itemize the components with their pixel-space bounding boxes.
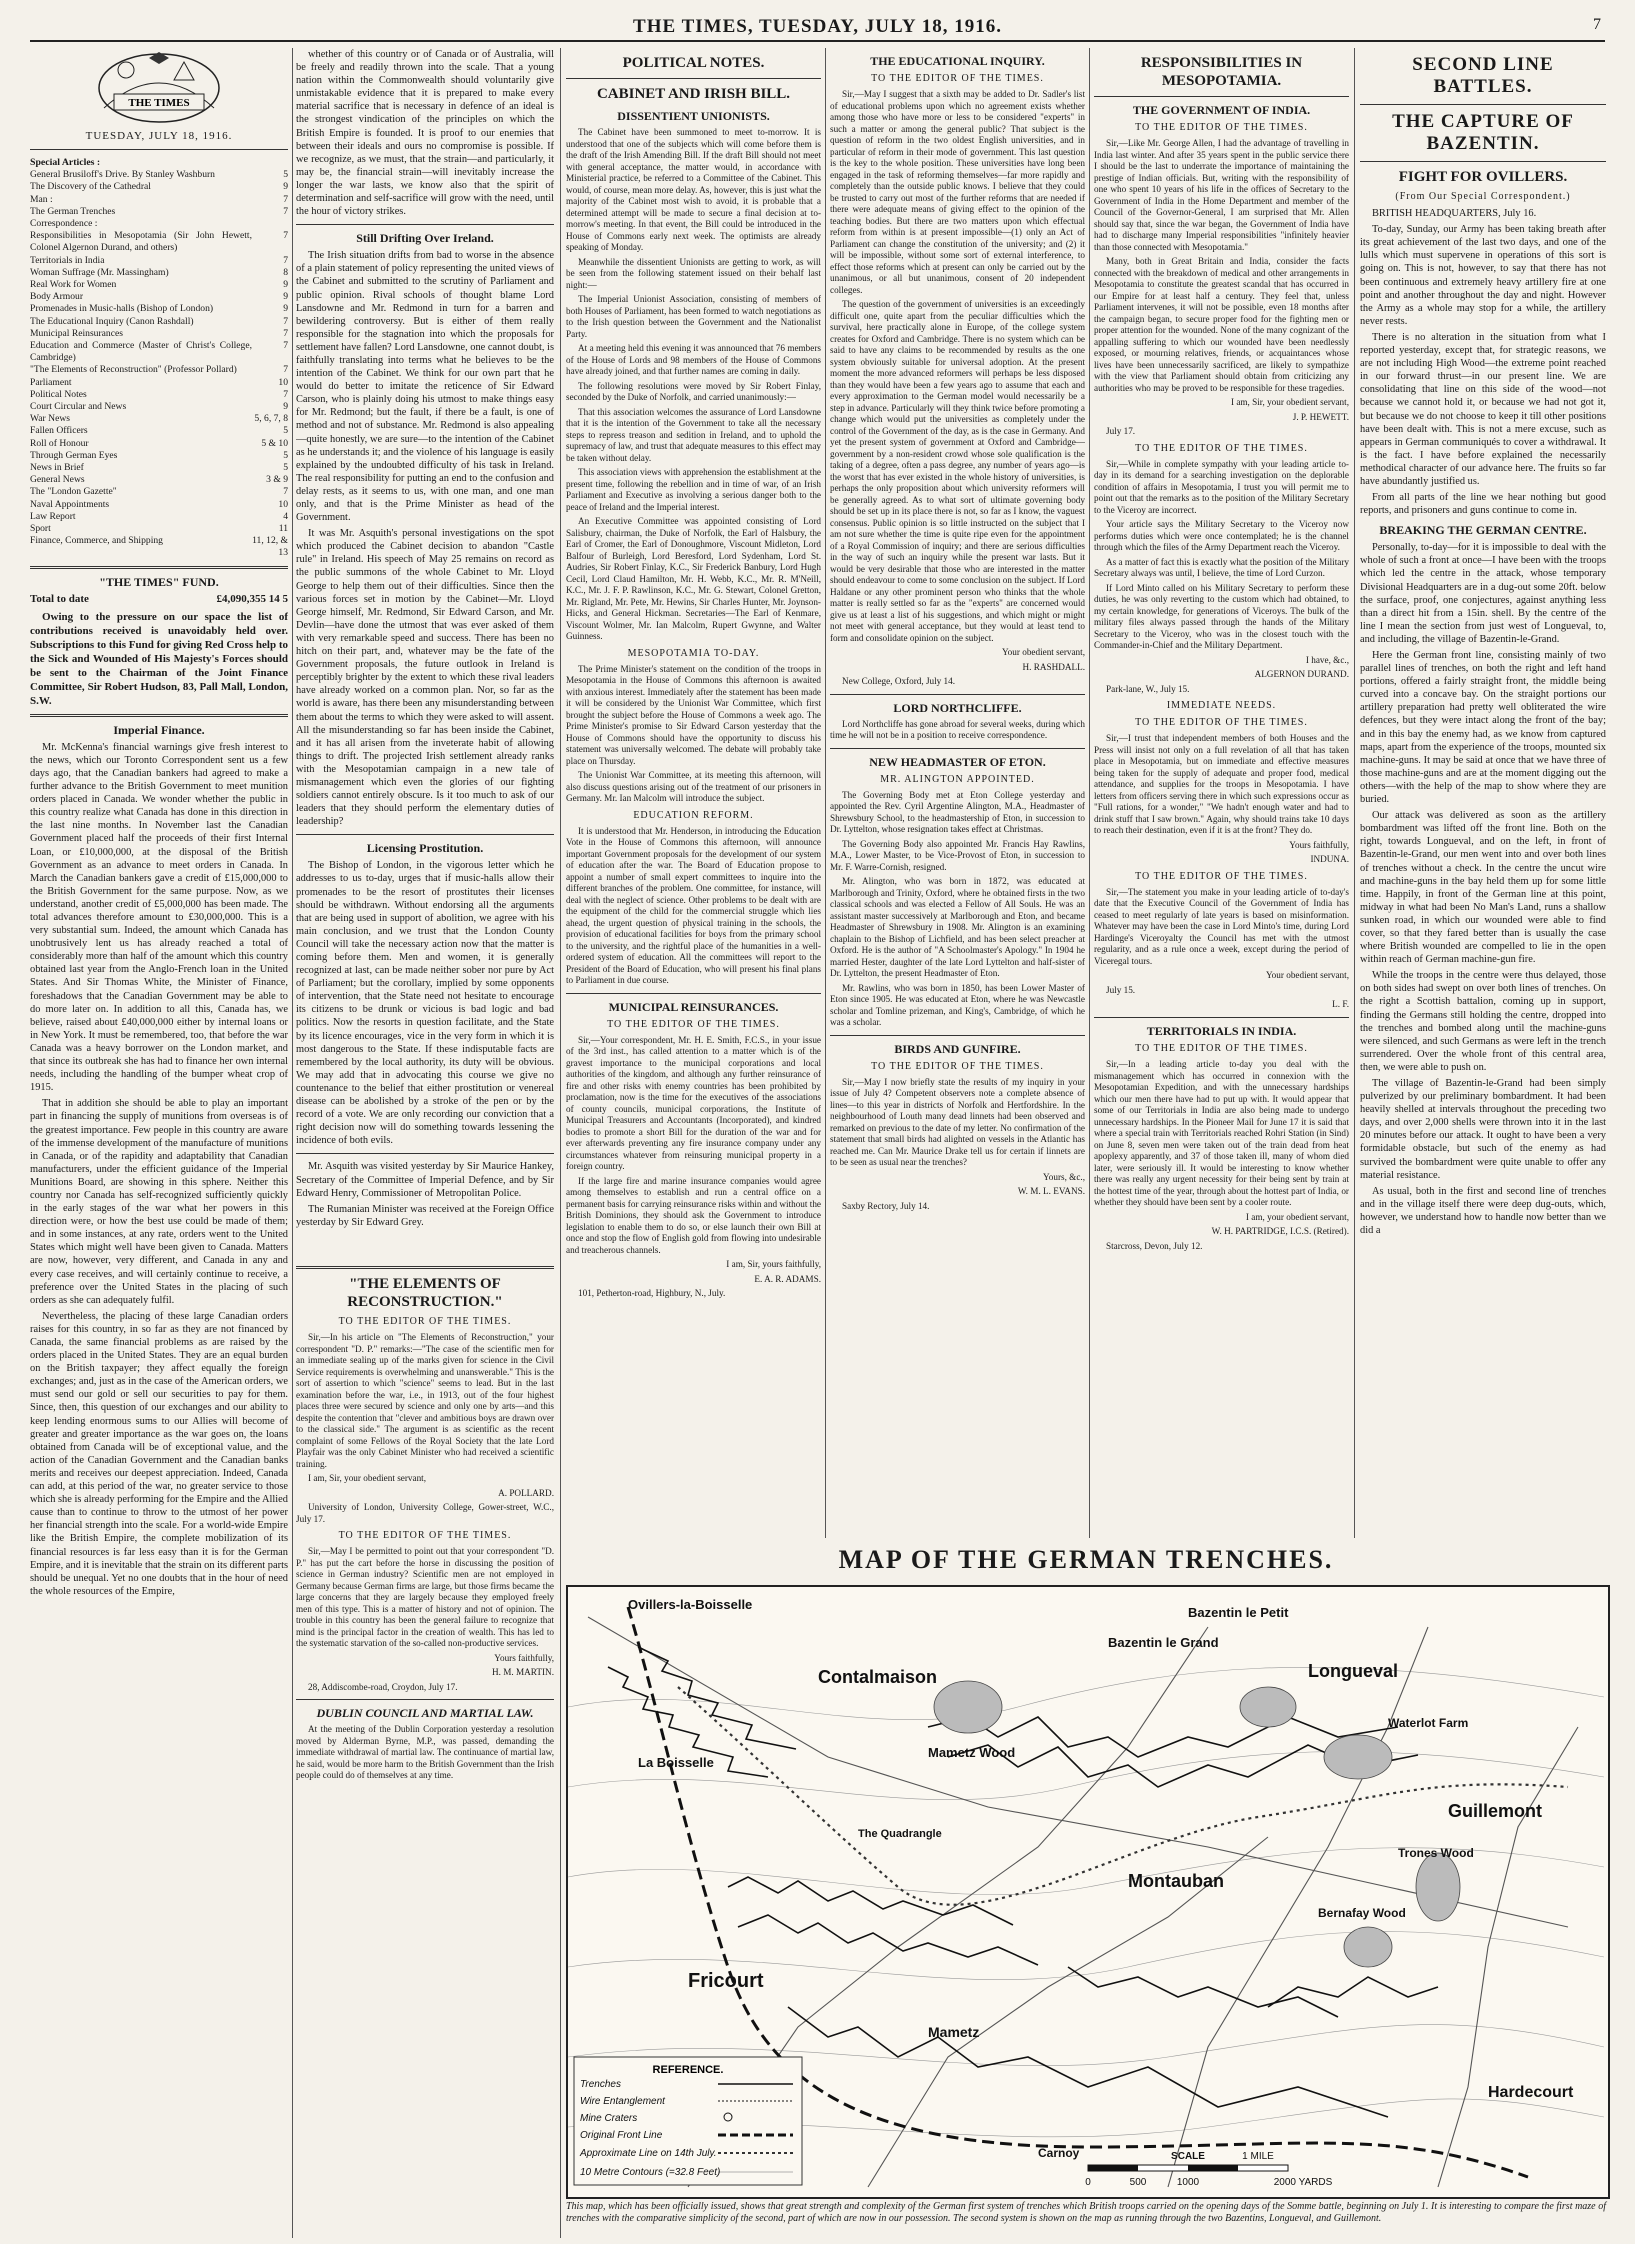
article-paragraph: The Prime Minister's statement on the condition of the troops in Mesopotamia in the House of Commons this afternoon is awaited with anxious interest. Immediately after the statement has been made it will be considered by the Unionist War Committee, which first brought the subject before the House of Commons a week ago. The Prime Minister's promise to Sir Edward Carson yesterday that the House of Commons should have the opportunity to discuss his statement was universally welcomed. The debate will probably take place on Thursday. [566,663,821,766]
index-row [30,486,288,498]
note-paragraph: Mr. Asquith was visited yesterday by Sir Maurice Hankey, Secretary of the Committee of Imperial Defence, and by Sir Edward Henry, Commissioner of Metropolitan Police. [296,1161,554,1199]
index-title: Territorials in India [30,254,105,266]
letter-date: July 17. [1106,426,1136,437]
letter-address: Starcross, Devon, July 12. [1106,1240,1203,1251]
place-label: Trones Wood [1398,1846,1474,1860]
letter-paragraph: Sir,—Your correspondent, Mr. H. E. Smith, F.C.S., in your issue of the 3rd inst., has called attention to a matter which is of the gravest importance to the municipal corporations and local authorities of the kingdom, and although any further reinsurance of fire and other risks with enemy countries has been prohibited by proclamation, now is the time for the executives of the associations of county councils, municipal corporations, the Institute of Municipal Treasurers and Accountants (Incorporated), and kindred bodies to promote a short Bill for the duration of the war and for ever afterwards preventing any fire insurance company under any circumstances whatever from reinsuring municipal property in a foreign country. [566,1034,821,1172]
place-label: Fricourt [688,1970,764,1992]
index-row [30,377,288,389]
to-editor: TO THE EDITOR OF THE TIMES. [871,1060,1044,1072]
index-title: Municipal Reinsurances [30,327,123,339]
letter-address: 28, Addiscombe-road, Croydon, July 17. [308,1681,458,1692]
index-page: 7 [283,193,288,205]
column-rule [560,48,561,2238]
index-row [30,169,288,181]
letter-signoff: Your obedient servant, [1001,647,1085,658]
article-paragraph: From all parts of the line we hear nothing but good reports, and prisoners and guns continue to come in. [1360,492,1606,517]
index-page: 5 [283,169,288,181]
scale-tick: 1000 [1176,2177,1200,2188]
index-title: General Brusiloff's Drive. By Stanley Washburn [30,169,215,181]
legend-item: 10 Metre Contours (=32.8 Feet) [580,2167,721,2178]
cabinet-heading: CABINET AND IRISH BILL. [596,86,791,102]
letter-signoff: Yours faithfully, [1289,839,1349,850]
to-editor: TO THE EDITOR OF THE TIMES. [338,1316,512,1327]
index-title: Naval Appointments [30,498,110,510]
index-title: Man : [30,193,53,205]
finance-heading: Imperial Finance. [113,722,205,737]
index-row [30,401,288,413]
to-editor: TO THE EDITOR OF THE TIMES. [871,73,1044,84]
eton-heading: NEW HEADMASTER OF ETON. [869,754,1046,769]
article-paragraph: Mr. Alington, who was born in 1872, was educated at Marlborough and Trinity, Oxford, where he obtained firsts in the two classical schools and was elected a Fellow of All Souls. He was an assistant master successively at Marlborough and Eton, and became Headmaster of Shrewsbury in 1908. Mr. Alington is an examining chaplain to the Bishop of Lichfield, and has been select preacher at Oxford. He is the author of "A Schoolmaster's Apology." In 1904 he married Hester, daughter of the late Lord Lyttelton and half-sister of Dr. Lyttelton, the present Headmaster of Eton. [830,876,1085,979]
masthead [30,14,1605,42]
article-paragraph: It is understood that Mr. Henderson, in introducing the Education Vote in the House of Commons this afternoon, will announce important Government proposals for the development of our system of education after the war. The Board of Education propose to appoint a number of small expert committees to inquire into the different branches of the problem. One committee, for instance, will deal with the neglect of science. Other problems to be dealt with are the equipment of the child for the commercial struggle which lies ahead, the urgent question of physical training in the schools, the provision of educational facilities for boys from the primary school to the university, and the rightful place of the humanities in a well-ordered system of education. All the committees will report to the President of the Board of Education, who will present his final plans to Parliament in due course. [566,825,821,986]
letter-address: University of London, University College, Gower-street, W.C., July 17. [296,1502,554,1524]
article-paragraph: The Irish situation drifts from bad to worse in the absence of a plain statement of policy representing the united views of the Cabinet and submitted to the scrutiny of Parliament and public opinion. Rival schools of thought blame Lord Lansdowne and Mr. Redmond in turn for a barren and bewildering controversy. But is either of them really responsible for the stagnation into which the proposals for settlement have fallen? Lord Lansdowne, one cannot doubt, is faithfully translating into terms what he believes to be the intention of the Cabinet. We think for our own part that he would do better to imitate the reticence of Sir Edward Carson, who is plainly doing his utmost to make things easy for Mr. Redmond; but the fault, if there be a fault, is one of method and not of substance. Mr. Redmond is also appealing—quite honestly, we are sure—to the intention of the Cabinet as he understands it; and the violence of his language is easily explained by the undoubted difficulty of his task in Ireland. The real responsibility for putting an end to the confusion and delay rests, as it seems to us, with one man, and one man only, and that is the Prime Minister as head of the Government. [296,250,554,524]
index-row [30,279,288,291]
index-title: The "London Gazette" [30,486,117,498]
political-notes-heading: POLITICAL NOTES. [622,55,765,71]
index-title: The German Trenches [30,205,116,217]
mesopotamia-heading: RESPONSIBILITIES IN MESOPOTAMIA. [1140,55,1303,89]
index-row [30,450,288,462]
place-label: Contalmaison [818,1667,938,1687]
index-page: 7 [283,254,288,266]
index-title: Court Circular and News [30,401,127,413]
index-row [30,535,288,559]
government-india-heading: THE GOVERNMENT OF INDIA. [1132,103,1311,117]
trench-map-section [566,1545,1606,2235]
place-label: Ovillers-la-Boisselle [628,1597,753,1612]
index-page: 5, 6, 7, 8 [254,413,288,425]
article-paragraph: That this association welcomes the assurance of Lord Lansdowne that it is the intention of the Government to take all the necessary steps to repress treason and sedition in Ireland, and to uphold the supremacy of law, and trust that adequate measures to this effect may be taken without delay. [566,406,821,463]
index-row [30,206,288,218]
territorials-heading: TERRITORIALS IN INDIA. [1146,1023,1297,1038]
index-title: Finance, Commerce, and Shipping [30,535,163,547]
column-2 [296,48,554,1253]
educational-inquiry-heading: THE EDUCATIONAL INQUIRY. [870,54,1045,68]
place-label: Bazentin le Grand [1108,1635,1219,1650]
index-row [30,328,288,340]
index-page: 11, 12, & 13 [252,535,288,559]
place-label: Carnoy [1038,2146,1080,2160]
legend-item: Mine Craters [580,2113,638,2124]
scale-tick: 0 [1085,2177,1091,2188]
letter-signoff: Your obedient servant, [1265,970,1349,981]
letter-paragraph: If the large fire and marine insurance companies would agree among themselves to establish and run a central office on a permanent basis for carrying reinsurance risks within and without the British Dominions, they should ask the Government to introduce legislation to enable them to do so, or else launch their own Bill at once and stop the flow of English gold from flowing into undesirable and treacherous channels. [566,1175,821,1255]
index-row [30,389,288,401]
index-row [30,194,288,206]
index-row [30,291,288,303]
article-paragraph: The Governing Body also appointed Mr. Francis Hay Rawlins, M.A., Lower Master, to be Vice-Provost of Eton, in succession to Mr. F. Warre-Cornish, resigned. [830,838,1085,872]
index-title: Education and Commerce (Master of Christ's College, Cambridge) [30,340,252,364]
letter-address: 101, Petherton-road, Highbury, N., July. [578,1288,726,1299]
logo-text: THE TIMES [128,97,190,109]
breaking-centre-heading: BREAKING THE GERMAN CENTRE. [1379,523,1587,538]
page-number: 7 [1593,16,1601,33]
article-paragraph: The Governing Body met at Eton College yesterday and appointed the Rev. Cyril Argentine Alington, M.A., Headmaster of Shrewsbury School, to the headmastership of Eton, in succession to Dr. Lyttelton, whose resignation takes effect at Christmas. [830,789,1085,835]
index-title: Promenades in Music-halls (Bishop of London) [30,303,214,315]
index-row [30,474,288,486]
place-label: Bernafay Wood [1318,1906,1406,1920]
index-page: 9 [283,291,288,303]
letter-paragraph: The question of the government of universities is an exceedingly difficult one, quite apart from the peculiar difficulties which the survival, here practically alone in Europe, of the college system creates for Oxford and Cambridge. There is no system which can be said to have any claims to be recommended by results as the one system obviously suitable for universal adoption. At the present moment the more advanced reformers will perhaps be less disposed than they would have been a few years ago to assume that each and every approximation to the German model would necessarily be a step in advance. Particularly will they think twice before promoting a change which would put the universities as completely under the control of the Government of the day, as is the case in Germany. And yet the present system of government at Oxford and Cambridge—government by a non-resident crowd whose sole qualification is the taking of a degree, often a pass degree, any number of years ago—is the worst that has ever existed in the whole history of universities, is perhaps the only proposition about which university reformers will be generally agreed. As to what sort of ultimate governing body should be set up in its place there is not, so far as I know, the vaguest consensus. Public opinion is so little instructed on the subject that I am not sure whether the time is quite ripe even for the appointment of a Royal Commission of inquiry; and there are serious difficulties in the way of such an inquiry while the present war lasts. But it would be very desirable that those who are interested in the matter should endeavour to come to some conclusion on the subject. If Lord Haldane or any other prominent person who thinks that the whole matter is really settled so far as the "experts" are concerned would give us at least a list of his suggestions, and which might or might not meet with general acceptance, but they would at least tend to form and consolidate opinion on the subject. [830,299,1085,643]
article-paragraph: At the meeting of the Dublin Corporation yesterday a resolution moved by Alderman Byrne, M.P., was passed, demanding the immediate withdrawal of martial law. The continuance of martial law, he said, would be more harm to the British Government than the Irish people could do of themselves at any time. [296,1724,554,1781]
index-title: Fallen Officers [30,425,88,437]
column-3 [566,48,821,1538]
article-paragraph: whether of this country or of Canada or of Australia, will be freely and readily thrown into the scale. That a young nation within the Commonwealth should voluntarily give unmistakable evidence that it is prepared to make every material sacrifice that is necessary in defence of an ideal is the strongest vindication of the principles on which the British Empire is founded. It is proof to our enemies that between their ideals and ours no compromise is possible. If we recognize, as we must, that the strain—and particularly, it may be, the financial strain—will inevitably increase the longer the war lasts, we know also that the spirit of determination and self-sacrifice will grow with the need, until the hour of victory strikes. [296,49,554,218]
legend-item: Wire Entanglement [580,2096,665,2107]
legend-title: REFERENCE. [652,2064,724,2076]
index-page: 9 [283,279,288,291]
index-page: 3 & 9 [266,474,288,486]
index-page: 7 [283,364,288,376]
letter-signature: E. A. R. ADAMS. [754,1273,821,1284]
to-editor: TO THE EDITOR OF THE TIMES. [338,1530,512,1542]
index-row [30,499,288,511]
index-title: Real Work for Women [30,279,117,291]
index-page: 5 [283,462,288,474]
index-page: 7 [283,388,288,400]
place-label: Waterlot Farm [1388,1716,1469,1730]
index-title: War News [30,413,70,425]
masthead-title: THE TIMES, TUESDAY, JULY 18, 1916. [633,16,1002,37]
municipal-heading: MUNICIPAL REINSURANCES. [608,999,779,1014]
index-title: Parliament [30,376,72,388]
letter-signature: A. POLLARD. [498,1487,554,1498]
index-page: 7 [283,205,288,217]
letter-signoff: I am, Sir, your obedient servant, [1230,397,1349,408]
to-editor: TO THE EDITOR OF THE TIMES. [1135,870,1308,882]
place-label: Mametz Wood [928,1745,1016,1760]
index-row [30,425,288,437]
place-label: Bazentin le Petit [1188,1605,1289,1620]
trench-map [566,1585,1610,2199]
issue-date: TUESDAY, JULY 18, 1916. [85,130,233,142]
scale-tick: 2000 YARDS [1273,2177,1333,2188]
column-1 [30,48,288,2238]
letter-date: July 15. [1106,984,1136,995]
fund-text: Owing to the pressure on our space the list of contributions received is unavoidably held over. Subscriptions to this Fund for giving Red Cross help to the Sick and Wounded of His Majesty's Forces should be sent to the Chairman of the Joint Finance Committee, Sir Robert Hudson, 83, Pall Mall, London, S.W. [30,610,288,707]
place-label: The Quadrangle [858,1828,942,1840]
letter-paragraph: Sir,—While in complete sympathy with your leading article to-day in its demand for a searching investigation on the deplorable condition of affairs in Mesopotamia, I trust you will permit me to point out that the remarks as to the position of the Military Secretary to the Viceroy are incorrect. [1094,458,1349,515]
article-paragraph: Our attack was delivered as soon as the artillery bombardment was lifted off the front line. Both on the right, towards Longueval, and on the left, in front of Bazentin-le-Grand, our men went into and over both lines of trenches without a check. In the centre the uncut wire and machine-guns in the bay held them up for some little time. Happily, in front of the German line at this point, midway in what had been No Man's Land, runs a shallow sunken road, in which our wounded were able to find cover, so that they fared better than is usually the case where British wounded are compelled to lie in the open within reach of German machine-gun fire. [1360,810,1606,966]
index-title: Political Notes [30,388,87,400]
article-paragraph: To-day, Sunday, our Army has been taking breath after its great achievement of the last two days, and one of the lulls which must supervene in operations of this sort is going on. This is not, however, to say that there has not been continuous and extremely heavy artillery fire at one point and another throughout the day and night. However the Army as a whole may stop for a while, the artillery never rests. [1360,224,1606,327]
index-row [30,438,288,450]
ovillers-heading: FIGHT FOR OVILLERS. [1398,169,1568,185]
ireland-heading: Still Drifting Over Ireland. [356,231,494,246]
to-editor: TO THE EDITOR OF THE TIMES. [607,1018,780,1030]
article-paragraph: The Imperial Unionist Association, consisting of members of both Houses of Parliament, has been formed to watch negotiations as to the Irish question between the Government and the Nationalist Party. [566,294,821,339]
dissentient-heading: DISSENTIENT UNIONISTS. [617,109,770,123]
map-legend [574,2057,802,2185]
index-title: Through German Eyes [30,449,118,461]
index-page: 11 [278,523,288,535]
letter-paragraph: Sir,—Like Mr. George Allen, I had the advantage of travelling in India last winter. And after 35 years spent in the public service there I should be the last to underrate the importance of maintaining the prestige of Indian officials. But, writing with the responsibility of one who spent 10 years of his life in the offices of Secretary to the Government of India in the Home Department and member of the Council of the Governor-General, I am surprised that Mr. Allen should say that, since the war began, the Government of India have had to discharge many Imperial responsibilities "infinitely heavier than those connected with Mesopotamia." [1094,138,1349,252]
index-page: 10 [278,498,288,510]
trench-map-drawing [568,1587,1604,2193]
column-4 [830,48,1085,1538]
index-row [30,413,288,425]
index-title: "The Elements of Reconstruction" (Professor Pollard) [30,364,237,376]
map-caption: This map, which has been officially issued, shows that great strength and complexity of the German first system of trenches which British troops carried on the opening days of the Somme battle, beginning on July 1. It is interesting to compare the first maze of trenches with the comparative simplicity of the second, part of which are now in our possession. The second system is shown on the map as running through the two Bazentins, Longueval, and Guillemont. [566,2201,1606,2224]
index-page: 7 [283,315,288,327]
letter-address: Saxby Rectory, July 14. [842,1200,930,1211]
to-editor: TO THE EDITOR OF THE TIMES. [1135,717,1308,729]
letter-signature: L. F. [1332,999,1349,1010]
scale-tick: 500 [1129,2177,1147,2188]
index-title: The Discovery of the Cathedral [30,181,151,193]
to-editor: TO THE EDITOR OF THE TIMES. [1135,122,1308,133]
index-title: General News [30,474,85,486]
index-row [30,364,288,376]
column-5 [1094,48,1349,1538]
article-paragraph: Nevertheless, the placing of these large Canadian orders raises for this country, in so far as they are not financed by Canada, the same financial problems as are raised by the orders placed in the United States. They are an equal burden on the British taxpayer; they affect equally the foreign exchanges; and, just as in the case of the American orders, we must send our gold or sell our securities to pay for them. Since, then, this question of our exchanges and our ability to keep lending enormous sums to our Allies will become of greater and greater importance as the war goes on, the loans obtained from Canada will be of exceptional value, and the action of the Canadian Government and the Canadian banks merits and receives our deepest appreciation. Indeed, Canada can add, at this period of the war, no greater service to those which she is already performing for the Empire and the Allied cause than to continue to throw to the utmost of her power her financial strength into the scale. For a world-wide Empire like the British Empire, the complete mobilization of its financial resources is far less easy than it is for the German Empire, and it is inevitable that the strain on its different parts should be unequal. Yet no one doubts that in the hour of need the whole resources of the Empire, [30,1310,288,1597]
index-row [30,230,288,254]
index-title: Woman Suffrage (Mr. Massingham) [30,266,169,278]
letter-paragraph: Sir,—In a leading article to-day you deal with the mismanagement which has occurred in connexion with the Mesopotamian Expedition, and with the unnecessary hardships which our men there have had to put up with. It would appear that some of our Territorials in India are also being made to undergo unnecessary hardships. In the Pioneer Mail for June 17 it is said that where a special train with Territorials reached Rohri Station (in Sind) on June 8, seven men were taken out of the train dead from heat apoplexy apparently, and 37 of those taken ill, many of whom died later, were seriously ill. It would be interesting to know whether there was really any urgent necessity for their being sent by train at the hottest time of the year, through about the hottest part of India, or whether they should have been sent by a cooler route. [1094,1059,1349,1208]
licensing-heading: Licensing Prostitution. [366,841,484,856]
article-paragraph: The village of Bazentin-le-Grand had been simply pulverized by our preliminary bombardment. It had been heavily shelled at intervals throughout the preceding two days, and over 2,000 shells were thrown into it in the last 20 minutes before our attack. It ought to have been a very formidable obstacle, but such of the enemy as had survived the bombardment were quite unable to offer any material resistance. [1360,1078,1606,1181]
column-rule [825,48,826,1538]
index-row [30,303,288,315]
letter-address: New College, Oxford, July 14. [842,676,956,687]
letter-paragraph: Sir,—I trust that independent members of both Houses and the Press will insist not only on a full revelation of all that has taken place in Mesopotamia, but on immediate and effective measures being taken for the supply of adequate and proper food, medical attendance, and supplies for the troops in Mesopotamia. I have letters from officers serving there in which such expressions occur as "Full rations, for a wonder," "We hadn't enough water and had to drink stuff that I saw brown." Again, why should trains take 10 days to reach their destination, even if it is at the front? They do. [1094,733,1349,836]
northcliffe-heading: LORD NORTHCLIFFE. [893,700,1022,715]
index-row [30,181,288,193]
letter-signoff: I am, Sir, yours faithfully, [726,1259,821,1270]
article-paragraph: An Executive Committee was appointed consisting of Lord Salisbury, chairman, the Duke of Norfolk, the Earl of Halsbury, the Earl of Cromer, the Earl of Donoughmore, Viscount Midleton, Lord Balfour of Burleigh, Lord Beresford, Lord Sydenham, Lord St. Audries, Sir Robert Finlay, K.C., Sir Frederick Banbury, Lord Hugh Cecil, Lord Claud Hamilton, Mr. H. Webb, K.C., Mr. R. M'Neill, K.C., Mr. J. F. P. Rawlinson, K.C., Mr. G. Stewart, Colonel Gretton, Mr. Rigland, Mr. Pete, Mr. Hewins, Sir Charles Hunter, Mr. Joynson-Hicks, and General Hickman. Secretaries—The Earl of Kenmare, Viscount Wolmer, Mr. Ian Malcolm, Rupert Gwynne, and Walter Guinness. [566,516,821,641]
to-editor: TO THE EDITOR OF THE TIMES. [1135,442,1308,454]
column-rule [1354,48,1355,1538]
letter-paragraph: Sir,—May I suggest that a sixth may be added to Dr. Sadler's list of educational problems upon which no agreement exists whether among those who have more or less to be considered "experts" in such a matter or among the general public? That subject is the question of reform in the two oldest English universities, and in particular of reform in their mode of government. This last question is the key to the whole position. These universities have long been engaged in the task of reforming themselves—far more rapidly and completely than the outside public knows. I believe that they could be trusted to carry out most of the further reforms that are needed if there were adequate means of giving effect to the opinion of the teaching bodies. But there are two matters upon which effectual reform from within is at present impossible—(1) only an Act of Parliament can change the constitution of the university; and (2) it will be impossible, without some sort of external interference, to effect those reforms which at present can only be carried out by the unanimous, or all but unanimous, consent of 20 independent colleges. [830,89,1085,295]
map-title: MAP OF THE GERMAN TRENCHES. [838,1545,1334,1574]
index-page [252,218,288,230]
article-paragraph: It was Mr. Asquith's personal investigations on the spot which produced the Cabinet decision to abandon "Castle rule" in Ireland. His speech of May 25 remains on record as the public summons of the whole Cabinet to Mr. Lloyd George to help them out of their difficulties. Since then the various forces set in motion by the Cabinet—Mr. Lloyd George himself, Mr. Redmond, Sir Edward Carson, and Mr. Devlin—have done the utmost that was ever asked of them with very remarkable speed and success. There has been no hitch on their part, and, whatever may be the fate of the Government proposals, the future outlook in Ireland is perceptibly brighter by the extent to which these rival leaders have already worked on a common plan. Nor, so far as the world is aware, has there been any misunderstanding between them about the terms to which they were asked to will assent. All the misunderstanding so far has been inside the Cabinet, and it has all arisen from the inveterate habit of allowing things to drift. The projected Irish settlement already ranks with the Mesopotamian campaign in a new tale of mismanagement which even the glories of our fighting soldiers cannot entirely obscure. Is it too much to ask of our leaders that they should perform the elementary duties of leadership? [296,528,554,828]
article-paragraph: That in addition she should be able to play an important part in financing the supply of munitions from overseas is of the greatest importance. Few people in this country are aware of the immense development of the manufacture of munitions in Canada, or of the rapidity and adaptability that Canadian manufacturers, under the efficient guidance of the Imperial Munitions Board, are showing in this sphere. Neither this country nor Canada has self-recognized sufficiently quickly in the early stages of the war what her powers in this direction were, or how the best use could be made of them; and in some instances, at any rate, orders went to the United States which might well have been given to Canada. Matters are now, however, very different, and Canada in any and every case receives, and will certainly continue to receive, a preference over the United States in the placing of such orders as she can adequately fulfil. [30,1098,288,1306]
birds-heading: BIRDS AND GUNFIRE. [894,1041,1021,1056]
article-paragraph: Lord Northcliffe has gone abroad for several weeks, during which time he will not be in a position to receive correspondence. [830,718,1085,741]
article-paragraph: The Cabinet have been summoned to meet to-morrow. It is understood that one of the subjects which will come before them is the draft of the Irish Amending Bill. If the draft Bill should not meet with general acceptance, the matter would, in accordance with Ministerial practice, be referred to a Committee of the Cabinet. This would, of course, mean more delay. As, however, this is just what the majority of the Cabinet most wish to avoid, it is probable that a determined attempt will be made to secure a final decision at to-morrow's meeting. In that event, the Bill could be introduced in the House of Commons early next week. The optimists are already speaking of Monday. [566,127,821,252]
index-row [30,218,288,230]
index-page: 5 [283,425,288,437]
letter-paragraph: Sir,—The statement you make in your leading article of to-day's date that the Executive Council of the Government of India has ceased to meet regularly of late years is based on misinformation. Whatever may have been the case in Lord Minto's time, during Lord Hardinge's Viceroyalty the Council has met with the utmost regularity, and as a rule once a week, except during the period of Viceregal tours. [1094,886,1349,966]
letter-signoff: I have, &c., [1305,654,1349,665]
index-title: Correspondence : [30,218,98,229]
contents-index [30,169,288,560]
index-title: Roll of Honour [30,437,89,449]
fund-total-amount: £4,090,355 14 5 [216,592,288,605]
fund-total-label: Total to date [30,592,89,605]
index-page: 5 & 10 [261,437,288,449]
legend-item: Trenches [580,2079,621,2090]
index-page: 7 [283,230,288,242]
index-page: 9 [283,401,288,413]
article-paragraph: The Unionist War Committee, at its meeting this afternoon, will also discuss questions arising out of the treatment of our prisoners in Germany. Mr. Ian Malcolm will introduce the subject. [566,770,821,804]
education-heading: EDUCATION REFORM. [633,809,754,821]
letter-paragraph: As a matter of fact this is exactly what the position of the Military Secretary always was until, I believe, the time of Lord Curzon. [1094,556,1349,579]
dateline: BRITISH HEADQUARTERS, July 16. [1372,208,1537,220]
column-2-lower [296,1260,554,2240]
index-row [30,340,288,364]
letter-signoff: Yours faithfully, [494,1652,554,1663]
needs-heading: IMMEDIATE NEEDS. [1166,700,1277,712]
letter-signature: J. P. HEWETT. [1292,411,1349,422]
article-paragraph: Mr. McKenna's financial warnings give fresh interest to the news, which our Toronto Correspondent sent us a few days ago, that the Canadian bankers had agreed to make a further advance to the British Government to meet munition orders placed in Canada. We wonder whether the public in this country realize what Canada has done in this direction in the last nine months. In November last the Canadian Government placed half the proceeds of their first Internal Loan, or £10,000,000, at the disposal of the British Government as an advance to meet orders in Canada. In March the Canadian bankers gave a credit of £15,000,000 to the British Government for the same purpose. Now, as we understand, another credit of £5,000,000 has been made. The total advances therefore amount to £30,000,000. This is a very substantial sum. Indeed, the amount which Canada has unobtrusively lent us has already reached a total of considerably more than half of the amount which this country obtained last year from the Anglo-French loan in the United States. And Sir Thomas White, the Minister of Finance, foreshadows that the Canadian Government may be able to do more later on. In addition to all this, Canada has, we believe, raised about £40,000,000 either by internal loans or in New York. It must be remembered, too, that before the war Canada was a heavy borrower on the London market, and that since its outbreak she has had to finance her own internal needs, including the handling of the bumper wheat crop of 1915. [30,741,288,1094]
index-page: 7 [283,327,288,339]
index-page: 7 [283,340,288,352]
bazentin-heading: THE CAPTURE OF BAZENTIN. [1392,111,1574,154]
article-paragraph: Meanwhile the dissentient Unionists are getting to work, as will be seen from the following statement issued on their behalf last night:— [566,256,821,290]
fund-heading: "THE TIMES" FUND. [99,574,219,589]
legend-item: Original Front Line [580,2130,663,2141]
letter-paragraph: Sir,—May I be permitted to point out that your correspondent "D. P." has put the cart before the horse in discussing the position of science in German industry? Scientific men are not employed in Germany because German firms are large, but those firms became the large concerns that they are largely because they employed freely men of this type. This is a matter of history and not of opinion. The trouble in this country has been the general failure to recognize that mind is the principal factor in the creation of wealth. This has led to the systematic starvation of the so-called non-productive services. [296,1546,554,1649]
byline: (From Our Special Correspondent.) [1395,191,1571,202]
column-6 [1360,48,1606,1538]
column-rule [1089,48,1090,1538]
index-row [30,255,288,267]
article-paragraph: While the troops in the centre were thus delayed, those on both sides had swept on over both lines of trenches. On the right a Scottish battalion, coming up in support, finding the Germans still holding the centre, dropped into the trenches and bombed along until the machine-guns were silenced, and such Germans as were left in the trench surrendered. Over the whole front of this central area, then, we were able to push on. [1360,970,1606,1073]
letter-signature: ALGERNON DURAND. [1254,669,1349,680]
letter-paragraph: I am, Sir, your obedient servant, [308,1473,427,1484]
column-rule [292,48,293,2238]
index-row [30,523,288,535]
index-row [30,511,288,523]
letter-paragraph: Sir,—In his article on "The Elements of Reconstruction," your correspondent "D. P." remarks:—"The case of the scientific men for an immediate sealing up of the marks given for science in the Civil Service requirements is overwhelming and unanswerable." This is the sort of assertion to which "science" seems to lead. But in the last examination before the war, i.e., in 1913, out of the four highest places three were secured by science and only one by arts—and this despite the contention that "clever and ambitious boys are drawn over to the classical side." The argument is as scientific as the recent complaint of some Fellows of the Royal Society that the late Lord Playfair was the only Cabinet Minister who had received a scientific training. [296,1332,554,1469]
scale-label: SCALE [1171,2151,1205,2162]
letter-paragraph: If Lord Minto called on his Military Secretary to perform these duties, he was only reverting to the custom which had obtained, to my certain knowledge, for generations of Viceroys. The bulk of the military files always passed through the hands of the Military Secretary to the Viceroy, who was in the closest touch with the Commander-in-Chief and the Military Department. [1094,582,1349,651]
index-heading: Special Articles : [30,157,101,169]
fund-total [30,593,288,606]
index-title: The Educational Inquiry (Canon Rashdall) [30,315,194,327]
letter-signature: W. M. L. EVANS. [1017,1186,1085,1197]
article-paragraph: This association views with apprehension the establishment at the present time, following the rebellion and in time of war, of an Irish Parliament and Executive as involving a serious danger both to the peace of Ireland and the Imperial interest. [566,467,821,512]
index-title: Responsibilities in Mesopotamia (Sir John Hewett, Colonel Algernon Durand, and others) [30,230,252,254]
legend-item: Approximate Line on 14th July. [580,2148,717,2159]
reconstruction-heading: "THE ELEMENTS OF RECONSTRUCTION." [347,1276,503,1310]
index-page: 9 [283,303,288,315]
letter-paragraph: Your article says the Military Secretary to the Viceroy now performs duties which were once contemplated; he is the channel through which the files of the Army Department reach the Viceroy. [1094,519,1349,553]
meso-heading: MESOPOTAMIA TO-DAY. [627,647,760,659]
times-crest-logo [84,48,234,126]
place-label: La Boisselle [638,1755,714,1770]
dublin-heading: DUBLIN COUNCIL AND MARTIAL LAW. [316,1706,534,1721]
letter-signature: W. H. PARTRIDGE, I.C.S. (Retired). [1211,1226,1349,1237]
letter-paragraph: Sir,—May I now briefly state the results of my inquiry in your issue of July 4? Competent observers note a complete absence of lines—to this year in districts of Norfolk and Hertfordshire. In the neighbourhood of Louth many dead linnets had been observed and remarked on previous to the date of my letter. No confirmation of the statement that small birds had alighted on vessels in the Atlantic has reached me. Can Mr. Maurice Drake tell us for certain if linnets are to be seen as usual near the trenches? [830,1076,1085,1168]
index-page: 7 [283,486,288,498]
place-label: Guillemont [1448,1801,1542,1821]
letter-address: Park-lane, W., July 15. [1106,683,1190,694]
index-title: Law Report [30,510,76,522]
article-paragraph: There is no alteration in the situation from what I reported yesterday, except that, for strategic reasons, we are not including High Wood—the extreme point reached in our forward thrust—in our present line. We are consolidating that line on this side of the wood—not because we cannot hold it, or because we had not got it, but because we do not choose to keep it till other positions have been dealt with. This is not a mere excuse, such as appears in German communiqués to cover a withdrawal. It is the fact. I have before explained the necessarily methodical character of our advance here. The fruits so far have abundantly justified us. [1360,331,1606,487]
place-label: Montauban [1128,1871,1224,1891]
index-page: 9 [283,181,288,193]
article-paragraph: As usual, both in the first and second line of trenches and in the village itself there were deep dug-outs, which, however, we understand how to handle now better than we did a [1360,1185,1606,1237]
index-page: 8 [283,266,288,278]
article-paragraph: Here the German front line, consisting mainly of two parallel lines of trenches, on both the right and left hand portions, offered a fairly straight front, the middle being curved into a concave bay. On the straight portions our artillery preparation had pretty well obliterated the wire defences, but they were intact along the front of the bay; and in this bay the enemy had, as we know from captured maps, apart from the experience of the troops, mounted six machine-guns. It may be said at once that we have three of those machine-guns and are at the moment digging out the others—with the help of the map to show where they are buried. [1360,650,1606,806]
second-line-heading: SECOND LINE BATTLES. [1412,54,1554,97]
index-page: 5 [283,449,288,461]
letter-signoff: Yours, &c., [1043,1171,1085,1182]
article-paragraph: Mr. Rawlins, who was born in 1850, has been Lower Master of Eton since 1905. He was educated at Eton, where he was Newcastle scholar and Tomline prizeman, and King's, Cambridge, of which he was a scholar. [830,982,1085,1028]
index-title: Body Armour [30,291,84,303]
letter-signature: H. RASHDALL. [1022,661,1085,672]
index-title: News in Brief [30,462,84,474]
article-paragraph: At a meeting held this evening it was announced that 76 members of the House of Lords and 98 members of the House of Commons have already joined, and that further names are coming in daily. [566,343,821,376]
index-row [30,462,288,474]
article-paragraph: The Bishop of London, in the vigorous letter which he addresses to us to-day, urges that if music-halls allow their promenades to be the resort of prostitutes their licenses should be withdrawn. Without endorsing all the arguments that are being used in support of abolition, we agree with his main conclusion, and we trust that the London County Council will take the necessary action now that the matter is coming before them. Men and women, it is generally recognized at last, can be made neither sober nor pure by Act of Parliament; but the corollary, implied by some opponents of intervention, that the State need not hesitate to encourage its citizens to be drunk or vicious is bad logic and bad politics. Now the resorts in question facilitate, and the State by its licence encourages, vice in the very form in which it is most dangerous to the State. If these indisputable facts are remembered by the local authority, its duty will be obvious. We may add that in advocating this course we give no countenance to the belief that either prostitution or venereal disease can be abolished by a stroke of the pen or by the record of a vote. We are only recording our conviction that a right decision now will do something towards lessening the incidence of both evils. [296,860,554,1147]
letter-signature: H. M. MARTIN. [492,1667,554,1678]
note-paragraph: The Rumanian Minister was received at the Foreign Office yesterday by Sir Edward Grey. [296,1203,554,1228]
scale-mile: 1 MILE [1242,2151,1274,2162]
index-row [30,316,288,328]
to-editor: TO THE EDITOR OF THE TIMES. [1135,1042,1308,1054]
letter-signature: INDUNA. [1310,854,1349,865]
place-label: Hardecourt [1488,2084,1574,2101]
index-page: 10 [278,376,288,388]
letter-signoff: I am, your obedient servant, [1245,1211,1349,1222]
eton-subheading: MR. ALINGTON APPOINTED. [880,773,1035,785]
article-paragraph: Personally, to-day—for it is impossible to deal with the whole of such a front at once—I have been with the troops which led the centre in the attack, whose temporary Divisional Headquarters are in a dug-out some 20ft. below the surface, proof, one conjectures, against anything less than a direct hit from a 15in. shell. By the centre of the line I mean the section from just west of Longueval, to, and including, the village of Bazentin-le-Grand. [1360,542,1606,645]
letter-paragraph: Many, both in Great Britain and India, consider the facts connected with the breakdown of medical and other arrangements in Mesopotamia to constitute the greatest scandal that has occurred in our Empire for at least half a century. They feel that, unless Parliament intervenes, it will not be possible, even 18 months after the campaign began, to secure proper food for the fighting men or proper attention for the wounded. None of the many cognizant of the appalling suffering to which our wounded have been needlessly exposed, or mourning relatives, friends, or acquaintances whose lives have been unnecessarily sacrificed, are likely to sympathize with the view that Parliament should obtain from criticizing any authorities who may be proved to be responsible for these tragedies. [1094,256,1349,393]
article-paragraph: The following resolutions were moved by Sir Robert Finlay, seconded by the Duke of Norfolk, and carried unanimously:— [566,380,821,402]
place-label: Longueval [1308,1661,1399,1681]
index-title: Sport [30,523,51,535]
place-label: Mametz [928,2024,980,2040]
index-row [30,267,288,279]
index-page: 4 [283,510,288,522]
